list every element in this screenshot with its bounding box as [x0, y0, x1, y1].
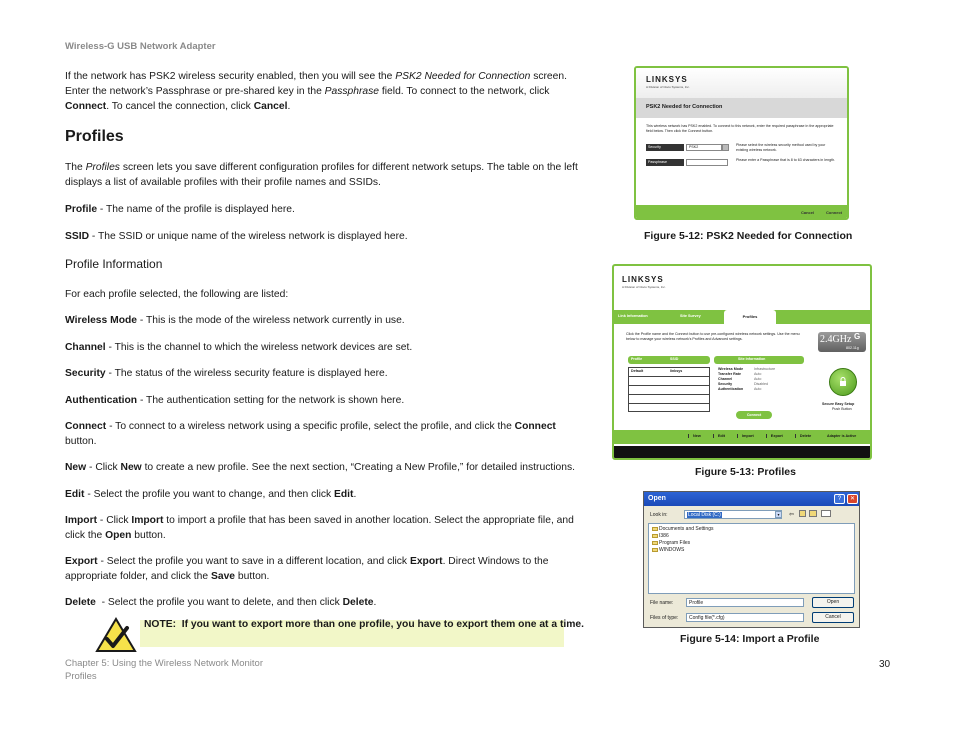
fig1-button-bar	[636, 205, 847, 219]
tab-link-information[interactable]: Link Information	[618, 314, 648, 318]
folder-icon	[652, 548, 658, 552]
footer-section: Profiles	[65, 671, 97, 682]
site-info-value: Auto	[754, 372, 762, 376]
definition-text: - Click	[97, 515, 132, 526]
profiles-heading: Profiles	[65, 128, 124, 145]
definition-text: - The SSID or unique name of the wireless network is displayed here.	[89, 231, 408, 242]
fig2-row-profile[interactable]: Default	[631, 369, 644, 373]
definition-wireless-mode	[65, 313, 590, 328]
fig2-col-ssid: SSID	[670, 357, 679, 361]
definition-term: SSID	[65, 231, 90, 242]
body-text: The	[65, 162, 86, 173]
document-header: Wireless-G USB Network Adapter	[65, 41, 216, 52]
definition-ssid	[65, 229, 590, 244]
fig1-security-select[interactable]: PSK2	[686, 144, 722, 151]
caption-figure-5-14: Figure 5-14: Import a Profile	[680, 633, 820, 645]
definition-text: - Select the profile you want to change, and then click	[84, 489, 335, 500]
file-name-label: File name:	[650, 600, 674, 606]
fig1-dropdown-arrow-icon[interactable]	[722, 144, 729, 151]
fig2-row-ssid[interactable]: linksys	[670, 369, 683, 373]
folder-item[interactable]: Program Files	[652, 540, 851, 547]
definition-term: Delete	[65, 597, 96, 608]
fig1-cancel-button[interactable]: Cancel	[801, 210, 815, 215]
linksys-logo: LINKSYS	[646, 75, 688, 84]
help-icon[interactable]: ?	[834, 494, 845, 504]
note-text: If you want to export more than one profile, you have to export them one at a time.	[176, 619, 584, 630]
site-info-value: Auto	[754, 387, 762, 391]
figure-profiles-screen	[612, 264, 872, 460]
open-button[interactable]: Open	[812, 597, 854, 608]
definition-text: button.	[131, 530, 166, 541]
fig2-export-button[interactable]: Export	[766, 434, 783, 438]
definition-security	[65, 366, 590, 381]
fig2-button-row	[688, 434, 811, 438]
figure-open-dialog	[643, 491, 860, 628]
file-list[interactable]	[648, 523, 855, 594]
definition-term: Authentication	[65, 395, 138, 406]
fig2-profile-table[interactable]	[628, 367, 710, 412]
definition-text: to import a profile that has been saved in another location. Select the appropriate file, and click the	[65, 515, 574, 541]
footer	[65, 657, 263, 683]
definition-text: - The status of the wireless security feature is displayed here.	[105, 368, 388, 379]
look-in-select[interactable]	[684, 510, 782, 519]
definition-connect	[65, 419, 590, 449]
definition-term: Import	[65, 515, 98, 526]
definition-text: - This is the channel to which the wireless network devices are set.	[105, 342, 413, 353]
definition-term: Wireless Mode	[65, 315, 138, 326]
fig2-import-button[interactable]: Import	[737, 434, 754, 438]
intro-text: field. To connect to the network, click	[379, 86, 550, 97]
fig1-passphrase-label: Passphrase	[646, 159, 684, 166]
folder-item[interactable]: WINDOWS	[652, 547, 851, 554]
definition-text: to create a new profile. See the next section, “Creating a New Profile,” for detailed instructions.	[141, 462, 575, 473]
intro-cancel-term: Cancel	[253, 101, 288, 112]
definition-text: - To connect to a wireless network using a specific profile, select the profile, and click the	[106, 421, 515, 432]
profiles-intro	[65, 160, 590, 190]
body-text-italic: Profiles	[85, 162, 120, 173]
close-icon[interactable]: ✕	[847, 494, 858, 504]
note	[144, 619, 584, 630]
fig1-security-label: Security	[646, 144, 684, 151]
new-folder-icon[interactable]	[809, 510, 817, 517]
look-in-value: Local Disk (C:)	[688, 512, 721, 518]
caption-figure-5-12: Figure 5-12: PSK2 Needed for Connection	[644, 230, 853, 242]
fig2-description: Click the Profile name and the Connect button to use pre-configured wireless network settings. Use the menu below to manage your wireless network's Profiles and Advanced settings.	[626, 332, 800, 341]
definition-term: Channel	[65, 342, 106, 353]
fig2-standard: 802.11g	[846, 346, 859, 350]
definition-bold: Delete	[342, 597, 374, 608]
linksys-logo-sub: A Division of Cisco Systems, Inc.	[646, 85, 690, 89]
linksys-logo: LINKSYS	[622, 275, 664, 284]
definition-bold: New	[120, 462, 142, 473]
definition-profile	[65, 202, 590, 217]
view-menu-icon[interactable]	[821, 510, 831, 517]
definition-text: - Select the profile you want to delete, and then click	[95, 597, 343, 608]
fig1-passphrase-input[interactable]	[686, 159, 728, 166]
definition-bold: Save	[210, 571, 236, 582]
file-name-input[interactable]: Profile	[686, 598, 804, 607]
definition-edit	[65, 487, 590, 502]
note-label: NOTE:	[144, 619, 177, 630]
folder-icon	[652, 534, 658, 538]
profile-info-intro: For each profile selected, the following are listed:	[65, 289, 289, 300]
files-of-type-label: Files of type:	[650, 615, 679, 621]
site-info-value: Infrastructure	[754, 367, 776, 371]
dropdown-arrow-icon[interactable]: ▾	[775, 511, 782, 518]
definition-authentication	[65, 393, 590, 408]
intro-connect-term: Connect	[65, 101, 107, 112]
definition-text: . Direct Windows to the appropriate folder, and click the	[65, 556, 549, 582]
site-info-label: Wireless Mode	[718, 367, 744, 371]
definition-bold: Connect	[514, 421, 556, 432]
definition-term: Security	[65, 368, 106, 379]
intro-field-name: Passphrase	[324, 86, 380, 97]
fig2-push-button-label: Push Button	[832, 407, 852, 411]
definition-bold: Open	[105, 530, 132, 541]
figure-psk2-screen	[634, 66, 849, 220]
fig2-footer-band	[614, 446, 870, 460]
folder-item[interactable]: I386	[652, 533, 851, 540]
fig1-passphrase-help: Please enter a Passphrase that is 8 to 63 characters in length.	[736, 158, 836, 162]
body-text: screen lets you save different configuration profiles for different network setups. The table on the left displays a list of available profiles with their profile names and SSIDs.	[65, 162, 578, 188]
intro-paragraph	[65, 69, 590, 114]
intro-text: . To cancel the connection, click	[106, 101, 254, 112]
fig2-delete-button[interactable]: Delete	[795, 434, 811, 438]
definition-bold: Import	[131, 515, 164, 526]
tab-profiles[interactable]: Profiles	[724, 310, 776, 324]
definition-text: button.	[65, 436, 97, 447]
checkmark-warning-icon	[95, 617, 137, 653]
fig2-col-profile: Profile	[631, 357, 643, 361]
definition-term: New	[65, 462, 87, 473]
definition-text: - This is the mode of the wireless network currently in use.	[137, 315, 405, 326]
intro-text: .	[287, 101, 291, 112]
site-info-label: Channel	[718, 377, 733, 381]
fig2-connect-button[interactable]: Connect	[736, 411, 772, 419]
site-info-label: Security	[718, 382, 733, 386]
back-icon[interactable]: ⇦	[789, 512, 795, 518]
definition-text: - The authentication setting for the network is shown here.	[137, 395, 405, 406]
up-folder-icon[interactable]	[799, 510, 806, 517]
site-info-value: Auto	[754, 377, 762, 381]
cancel-button[interactable]: Cancel	[812, 612, 854, 623]
fig2-col-site-info: Site Information	[738, 357, 766, 361]
definition-term: Export	[65, 556, 98, 567]
site-info-row	[718, 387, 804, 392]
definition-text: button.	[235, 571, 270, 582]
look-in-label: Look in:	[650, 512, 668, 518]
definition-term: Profile	[65, 204, 98, 215]
footer-chapter: Chapter 5: Using the Wireless Network Monitor	[65, 658, 263, 669]
definition-text: - Select the profile you want to save in a different location, and click	[97, 556, 410, 567]
caption-figure-5-13: Figure 5-13: Profiles	[695, 466, 796, 478]
fig2-ghz: 2.4GHz	[820, 334, 852, 345]
fig1-security-help: Please select the wireless security method used by your existing wireless network.	[736, 143, 826, 152]
fig2-secure-label: Secure Easy Setup	[822, 402, 855, 406]
files-of-type-select[interactable]: Config file(*.cfg)	[686, 613, 804, 622]
intro-screen-name: PSK2 Needed for Connection	[395, 71, 531, 82]
definition-term: Connect	[65, 421, 107, 432]
open-dialog-title: Open	[648, 495, 666, 502]
fig1-title: PSK2 Needed for Connection	[646, 104, 723, 110]
fig2-new-button[interactable]: New	[688, 434, 701, 438]
linksys-logo-sub: A Division of Cisco Systems, Inc.	[622, 285, 666, 289]
definition-text: - The name of the profile is displayed here.	[97, 204, 295, 215]
definition-bold: Edit	[334, 489, 354, 500]
fig2-edit-button[interactable]: Edit	[713, 434, 725, 438]
fig1-description: This wireless network has PSK2 enabled. To connect to this network, enter the required passphrase in the appropriate field below. Then click the Connect button.	[646, 124, 834, 133]
definition-import	[65, 513, 590, 543]
definition-term: Edit	[65, 489, 85, 500]
fig2-status: Adapter is Active	[827, 434, 857, 438]
folder-icon	[652, 527, 658, 531]
definition-new	[65, 460, 590, 475]
intro-text: If the network has PSK2 wireless security enabled, then you will see the	[65, 71, 396, 82]
definition-export	[65, 554, 590, 584]
lock-icon	[839, 377, 847, 386]
site-info-value: Disabled	[754, 382, 768, 386]
site-info-label: Transfer Rate	[718, 372, 741, 376]
open-dialog-titlebar	[644, 492, 859, 506]
site-info-label: Authentication	[718, 387, 744, 391]
definition-delete	[65, 595, 590, 610]
fig2-g-label: G	[854, 332, 861, 341]
intro-text: screen. Enter the network’s Passphrase or pre-shared key in the	[65, 71, 567, 97]
fig1-connect-button[interactable]: Connect	[826, 210, 842, 215]
fig2-site-info-list	[718, 367, 804, 392]
page-number: 30	[879, 659, 891, 670]
definition-text: .	[353, 489, 357, 500]
definition-text: .	[373, 597, 377, 608]
profile-information-heading: Profile Information	[65, 257, 163, 271]
definition-bold: Export	[409, 556, 443, 567]
folder-item[interactable]: Documents and Settings	[652, 526, 851, 533]
folder-icon	[652, 541, 658, 545]
tab-site-survey[interactable]: Site Survey	[680, 314, 701, 318]
definition-channel	[65, 340, 590, 355]
definition-text: - Click	[86, 462, 121, 473]
